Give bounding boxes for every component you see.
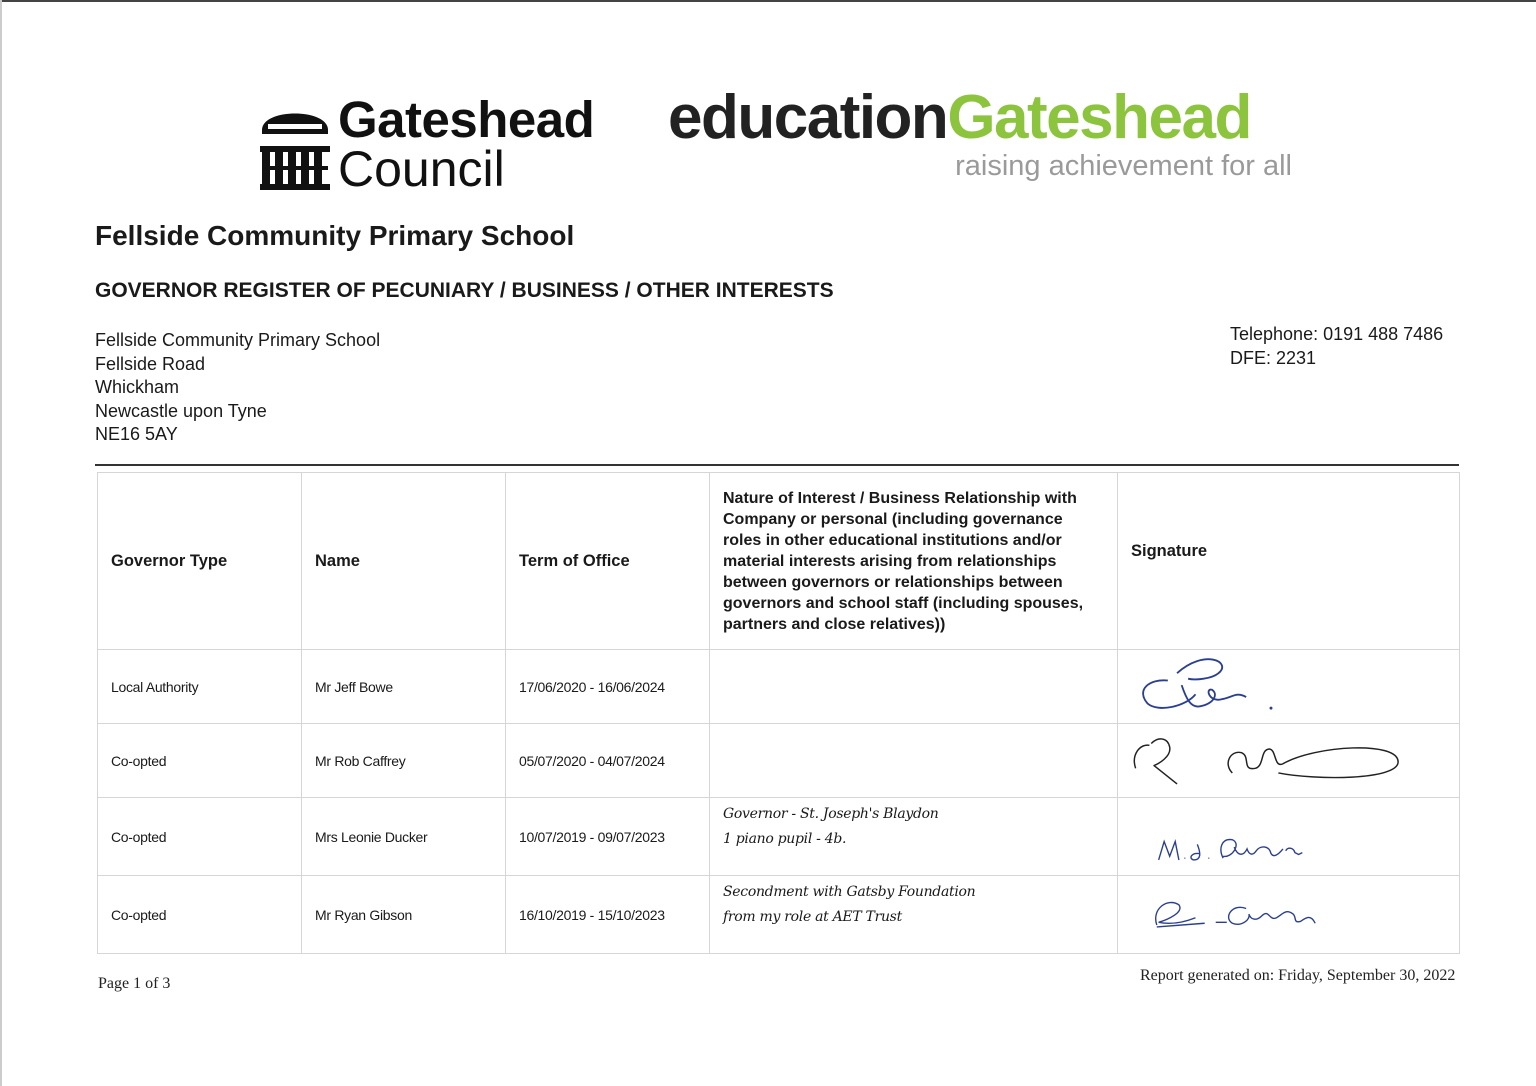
governor-name-cell: Mrs Leonie Ducker <box>302 798 506 876</box>
term-cell: 10/07/2019 - 09/07/2023 <box>506 798 710 876</box>
interest-cell <box>710 650 1118 724</box>
register-title: GOVERNOR REGISTER OF PECUNIARY / BUSINESS / OTHER INTERESTS <box>95 279 834 302</box>
table-row <box>98 876 1460 954</box>
education-gateshead-logo <box>668 82 1298 192</box>
wordmark-education: education <box>668 83 948 152</box>
signature-mark <box>1131 724 1446 797</box>
interest-cell <box>710 798 1118 876</box>
education-gateshead-wordmark <box>668 82 1251 153</box>
term-cell: 17/06/2020 - 16/06/2024 <box>506 650 710 724</box>
telephone: Telephone: 0191 488 7486 <box>1230 324 1444 344</box>
wordmark-gateshead: Gateshead <box>947 83 1251 152</box>
signature-mark <box>1131 650 1446 723</box>
governor-name-cell: Mr Rob Caffrey <box>302 724 506 798</box>
school-contact <box>1230 323 1443 370</box>
interest-line: Governor - St. Joseph's Blaydon <box>723 806 939 822</box>
governor-type-cell: Co-opted <box>98 876 302 954</box>
term-cell: 16/10/2019 - 15/10/2023 <box>506 876 710 954</box>
col-header-name: Name <box>302 473 506 650</box>
address-line: Newcastle upon Tyne <box>95 400 267 421</box>
scan-edge-left <box>0 0 2 1086</box>
report-generated-date: Report generated on: Friday, September 30, 2022 <box>1140 967 1456 984</box>
logo-tagline: raising achievement for all <box>955 150 1292 182</box>
school-title: Fellside Community Primary School <box>95 220 575 251</box>
signature-mark <box>1131 878 1446 951</box>
signature-cell <box>1118 798 1460 876</box>
dfe-number: DFE: 2231 <box>1230 347 1317 368</box>
interest-line: 1 piano pupil - 4b. <box>723 831 847 847</box>
governor-type-cell: Co-opted <box>98 724 302 798</box>
col-header-governor-type: Governor Type <box>98 473 302 650</box>
col-header-term: Term of Office <box>506 473 710 650</box>
council-name-line2: Council <box>338 141 505 197</box>
table-row <box>98 724 1460 798</box>
interest-line: Secondment with Gatsby Foundation <box>723 884 976 900</box>
table-row <box>98 650 1460 724</box>
interest-line: from my role at AET Trust <box>723 909 902 925</box>
table-row <box>98 798 1460 876</box>
address-line: Fellside Community Primary School <box>95 330 381 350</box>
address-line: Fellside Road <box>95 353 206 374</box>
governor-type-cell: Local Authority <box>98 650 302 724</box>
council-building-icon <box>258 96 332 192</box>
scan-edge-top <box>0 0 1536 2</box>
signature-cell <box>1118 724 1460 798</box>
signature-cell <box>1118 650 1460 724</box>
interest-cell <box>710 724 1118 798</box>
address-line: NE16 5AY <box>95 424 178 444</box>
address-line: Whickham <box>95 377 180 397</box>
term-cell: 05/07/2020 - 04/07/2024 <box>506 724 710 798</box>
table-header-row <box>98 473 1460 650</box>
signature-cell <box>1118 876 1460 954</box>
header-divider <box>95 464 1459 466</box>
school-address <box>95 329 380 447</box>
governor-type-cell: Co-opted <box>98 798 302 876</box>
col-header-nature-of-interest: Nature of Interest / Business Relationship with Company or personal (including governance roles in other educational institutions and/or material interests arising from relationships between governors or relationships between governors and school staff (including spouses, partners and close relatives)) <box>710 473 1118 650</box>
gateshead-council-logo <box>258 90 628 195</box>
interests-table <box>97 472 1460 954</box>
col-header-signature: Signature <box>1118 473 1460 650</box>
council-name-line1: Gateshead <box>338 91 595 148</box>
interest-cell <box>710 876 1118 954</box>
governor-name-cell: Mr Ryan Gibson <box>302 876 506 954</box>
signature-mark <box>1131 800 1446 873</box>
governor-name-cell: Mr Jeff Bowe <box>302 650 506 724</box>
page-number: Page 1 of 3 <box>98 975 171 992</box>
